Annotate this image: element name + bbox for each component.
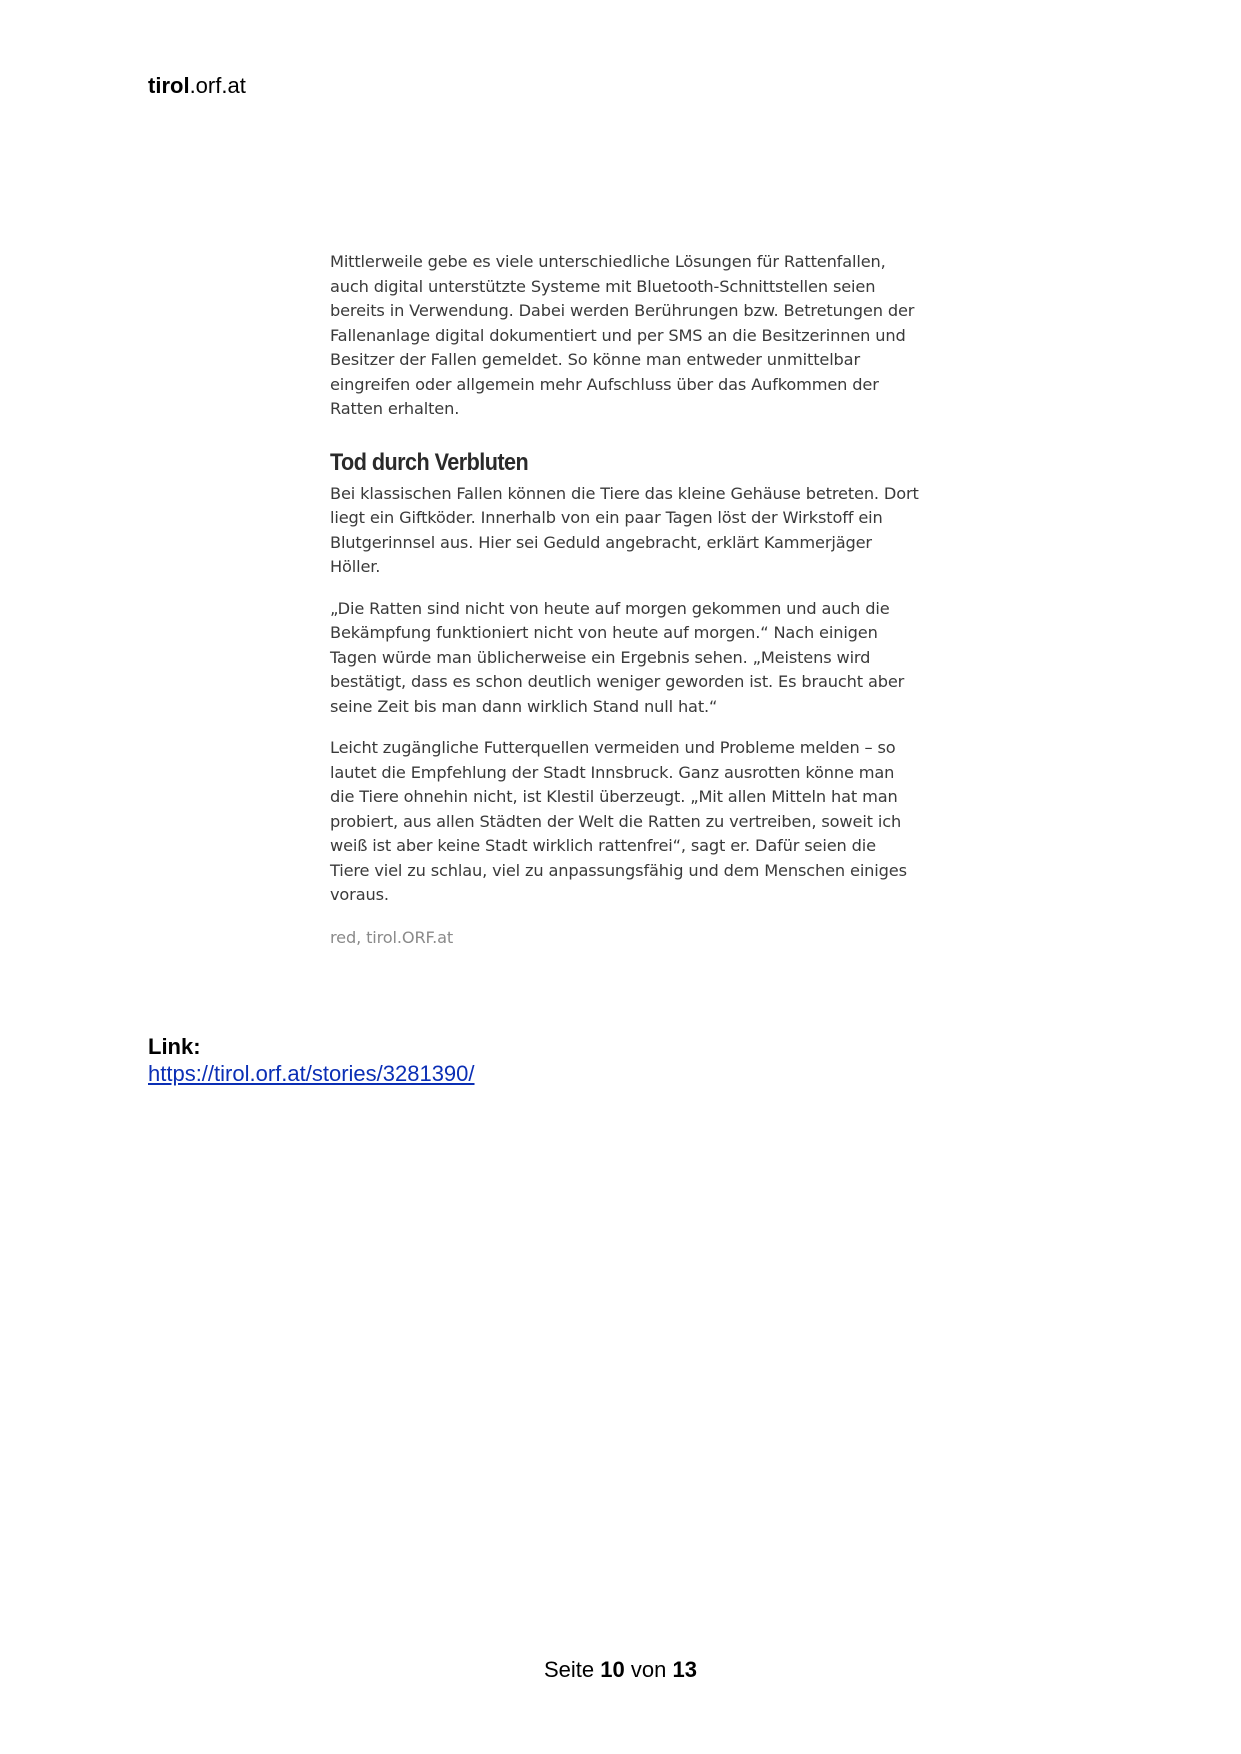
article-paragraph: Mittlerweile gebe es viele unterschiedliche Lösungen für Rattenfallen, auch digital unterstützte Systeme mit Bluetooth-Schnittstellen seien bereits in Verwendung. Dabei werden Berührungen bzw. Betretungen der Fallenanlage digital dokumentiert und per SMS an die Besitzerinnen und Besitzer der Fallen gemeldet. So könne man entweder unmittelbar eingreifen oder allgemein mehr Aufschluss über das Aufkommen der Ratten erhalten. xyxy=(330,252,915,418)
total-page-number: 13 xyxy=(672,1657,697,1682)
source-url-link[interactable]: https://tirol.orf.at/stories/3281390/ xyxy=(148,1061,475,1086)
site-logo-domain: .orf.at xyxy=(189,73,246,98)
article-paragraph: „Die Ratten sind nicht von heute auf morgen gekommen und auch die Bekämpfung funktioniert nicht von heute auf morgen.“ Nach einigen Tagen würde man üblicherweise ein Ergebnis sehen. „Meistens wird bestätigt, dass es schon deutlich weniger geworden ist. Es braucht aber seine Zeit bis man dann wirklich Stand null hat.“ xyxy=(330,598,905,716)
source-link-block xyxy=(148,1033,475,1087)
article-paragraph: Leicht zugängliche Futterquellen vermeiden und Probleme melden – so lautet die Empfehlung der Stadt Innsbruck. Ganz ausrotten könne man die Tiere ohnehin nicht, ist Klestil überzeugt. „Mit allen Mitteln hat man probiert, aus allen Städten der Welt die Ratten zu vertreiben, soweit ich weiß ist aber keine Stadt wirklich rattenfrei“, sagt er. Dafür seien die Tiere viel zu schlau, viel zu anpassungsfähig und dem Menschen einiges voraus. xyxy=(330,738,907,904)
current-page-number: 10 xyxy=(600,1657,625,1682)
article-byline: red, tirol.ORF.at xyxy=(330,927,454,947)
link-label: Link: xyxy=(148,1034,201,1059)
site-logo-bold: tirol xyxy=(148,73,190,98)
article-paragraph: Bei klassischen Fallen können die Tiere das kleine Gehäuse betreten. Dort liegt ein Giftköder. Innerhalb von ein paar Tagen löst der Wirkstoff ein Blutgerinnsel aus. Hier sei Geduld angebracht, erklärt Kammerjäger Höller. xyxy=(330,483,919,576)
page-label: Seite xyxy=(544,1657,595,1682)
site-logo xyxy=(148,72,246,100)
article-subheading: Tod durch Verbluten xyxy=(330,448,529,476)
page-separator: von xyxy=(630,1657,667,1682)
article-body xyxy=(330,250,920,950)
page-footer xyxy=(0,1656,1241,1684)
